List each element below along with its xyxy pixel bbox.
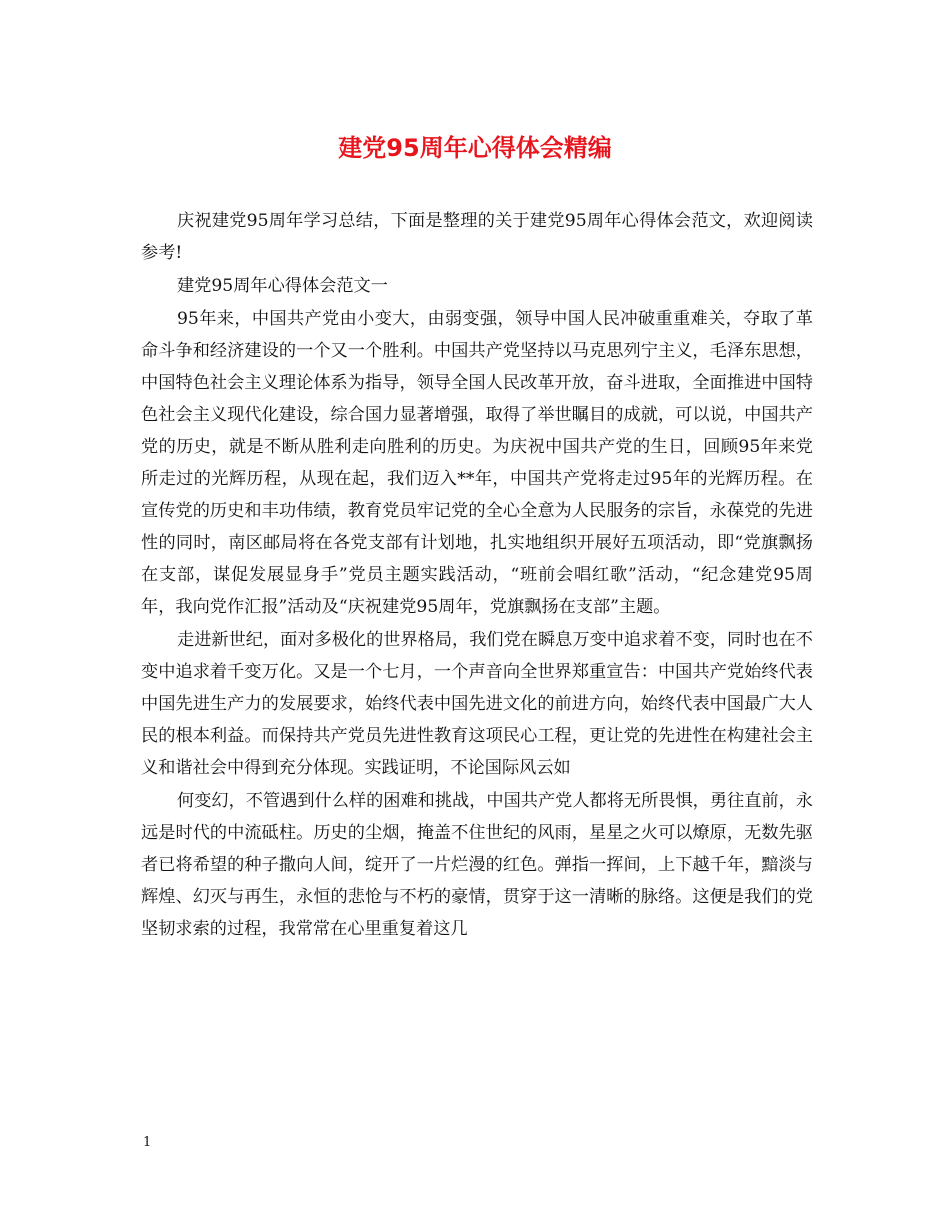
intro-paragraph: 庆祝建党95周年学习总结，下面是整理的关于建党95周年心得体会范文，欢迎阅读参考! xyxy=(141,211,813,263)
section-heading: 建党95周年心得体会范文一 xyxy=(177,276,388,296)
body-paragraph-3: 何变幻，不管遇到什么样的困难和挑战，中国共产党人都将无所畏惧，勇往直前，永远是时代的中流砥柱。历史的尘烟，掩盖不住世纪的风雨，星星之火可以燎原，无数先驱者已将希望的种子撒向人间，绽开了一片烂漫的红色。弹指一挥间，上下越千年，黯淡与辉煌、幻灭与再生，永恒的悲怆与不朽的豪情，贯穿于这一清晰的脉络。这便是我们的党坚韧求索的过程，我常常在心里重复着这几 xyxy=(141,791,813,939)
page-number: 1 xyxy=(143,1135,152,1150)
document-title: 建党95周年心得体会精编 xyxy=(338,134,612,162)
body-paragraph-1: 95年来，中国共产党由小变大，由弱变强，领导中国人民冲破重重难关，夺取了革命斗争和经济建设的一个又一个胜利。中国共产党坚持以马克思列宁主义，毛泽东思想，中国特色社会主义理论体系为指导，领导全国人民改革开放，奋斗进取，全面推进中国特色社会主义现代化建设，综合国力显著增强，取得了举世瞩目的成就，可以说，中国共产党的历史，就是不断从胜利走向胜利的历史。为庆祝中国共产党的生日，回顾95年来党所走过的光辉历程，从现在起，我们迈入**年，中国共产党将走过95年的光辉历程。在宣传党的历史和丰功伟绩，教育党员牢记党的全心全意为人民服务的宗旨，永葆党的先进性的同时，南区邮局将在各党支部有计划地，扎实地组织开展好五项活动，即“党旗飘扬在支部，谋促发展显身手”党员主题实践活动，“班前会唱红歌”活动，“纪念建党95周年，我向党作汇报”活动及“庆祝建党95周年，党旗飘扬在支部”主题。 xyxy=(141,309,813,617)
body-paragraph-2: 走进新世纪，面对多极化的世界格局，我们党在瞬息万变中追求着不变，同时也在不变中追求着千变万化。又是一个七月，一个声音向全世界郑重宣告：中国共产党始终代表中国先进生产力的发展要求，始终代表中国先进文化的前进方向，始终代表中国最广大人民的根本利益。而保持共产党员先进性教育这项民心工程，更让党的先进性在构建社会主义和谐社会中得到充分体现。实践证明，不论国际风云如 xyxy=(141,630,813,778)
document-body xyxy=(141,205,813,946)
